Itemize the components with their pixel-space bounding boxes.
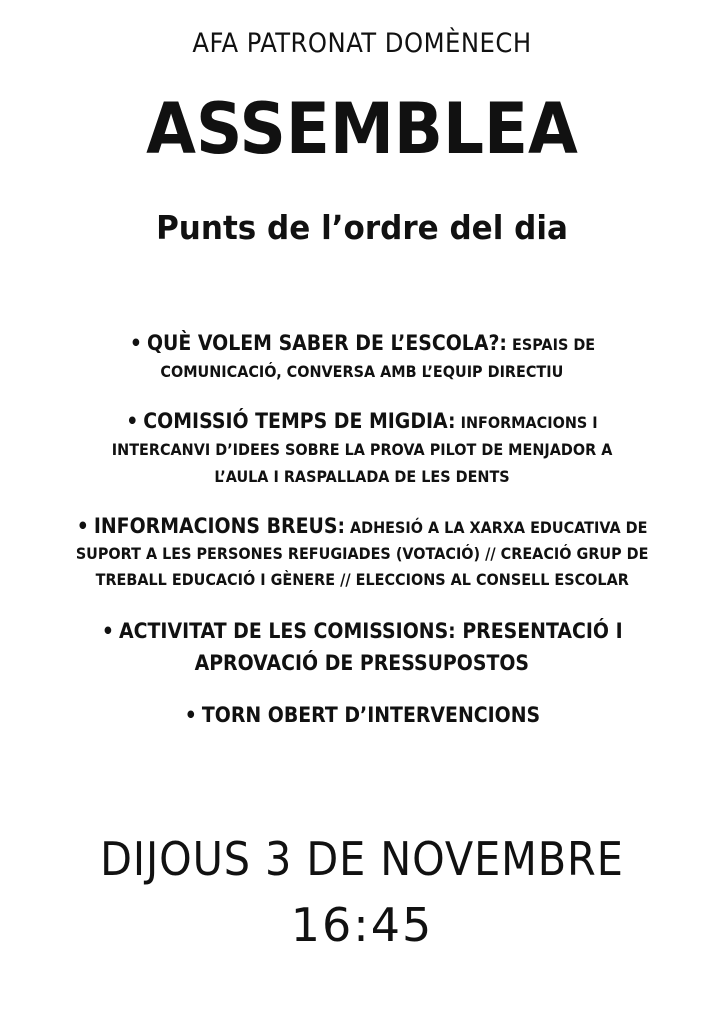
agenda-item-detail: L’AULA I RASPALLADA DE LES DENTS	[214, 467, 510, 486]
agenda-item	[0, 513, 724, 593]
bullet: •	[126, 409, 139, 433]
agenda-item-line	[129, 330, 594, 358]
meeting-date	[0, 832, 724, 886]
agenda-item-line	[184, 702, 539, 730]
agenda-item-line	[112, 436, 613, 463]
agenda-item-heading: QUÈ VOLEM SABER DE L’ESCOLA?:	[146, 331, 507, 355]
meeting-date-text: DIJOUS 3 DE NOVEMBRE	[100, 832, 624, 886]
agenda-item	[0, 408, 724, 490]
agenda-item-detail: INTERCANVI D’IDEES SOBRE LA PROVA PILOT DE MENJADOR A	[111, 440, 613, 459]
agenda-item-line	[126, 408, 597, 436]
agenda-item-detail: SUPORT A LES PERSONES REFUGIADES (VOTACIÓ) // CREACIÓ GRUP DE	[75, 544, 649, 563]
agenda-item	[0, 330, 724, 385]
agenda-item-line	[76, 541, 649, 567]
agenda-item-line	[95, 567, 628, 593]
agenda-item-detail: ADHESIÓ A LA XARXA EDUCATIVA DE	[349, 518, 648, 537]
bullet: •	[101, 619, 114, 643]
meeting-time: 16:45	[290, 898, 434, 952]
agenda-item-line	[214, 463, 509, 490]
bullet: •	[76, 514, 89, 538]
poster-title: ASSEMBLEA	[146, 88, 578, 170]
agenda-item	[0, 616, 724, 680]
bullet: •	[184, 703, 197, 727]
agenda-item-heading: INFORMACIONS BREUS:	[93, 514, 345, 538]
agenda-item-line	[161, 358, 564, 385]
agenda-item	[0, 702, 724, 730]
agenda-subtitle: Punts de l’ordre del dia	[156, 208, 568, 247]
agenda-item-detail: ESPAIS DE	[511, 335, 595, 354]
agenda-item-detail: INFORMACIONS I	[460, 413, 598, 432]
organization-name: AFA PATRONAT DOMÈNECH	[192, 28, 532, 59]
agenda-item-detail: APROVACIÓ DE PRESSUPOSTOS	[194, 651, 530, 675]
agenda-item-line	[77, 513, 648, 541]
agenda-item-detail: TREBALL EDUCACIÓ I GÈNERE // ELECCIONS AL CONSELL ESCOLAR	[95, 570, 629, 589]
agenda-item-heading: COMISSIÓ TEMPS DE MIGDIA:	[143, 409, 456, 433]
agenda-item-line	[195, 648, 529, 680]
agenda-item-line	[102, 616, 623, 648]
bullet: •	[129, 331, 142, 355]
agenda-item-heading: TORN OBERT D’INTERVENCIONS	[201, 703, 540, 727]
agenda-item-heading: ACTIVITAT DE LES COMISSIONS: PRESENTACIÓ I	[118, 619, 623, 643]
agenda-item-detail: COMUNICACIÓ, CONVERSA AMB L’EQUIP DIRECTIU	[160, 362, 564, 381]
